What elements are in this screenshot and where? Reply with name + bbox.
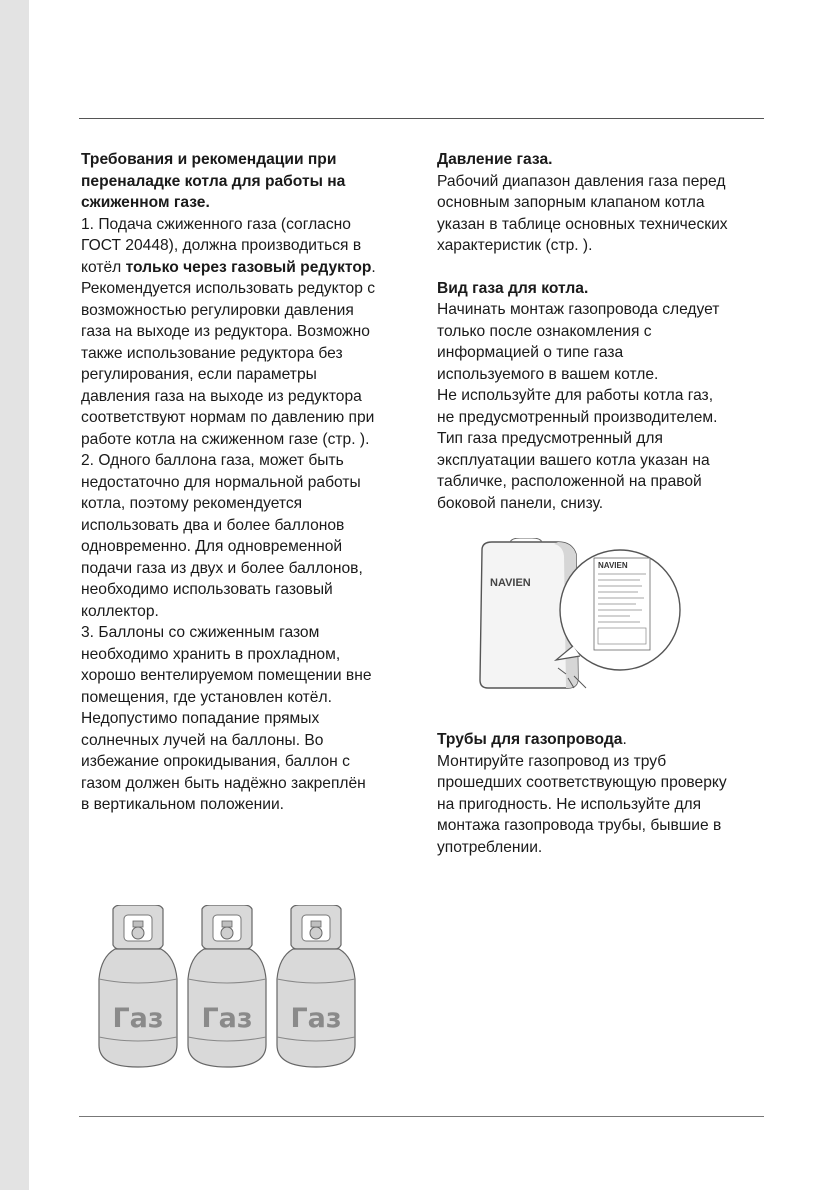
gas-cylinder [273,905,359,1070]
cylinder-label: Газ [201,1003,253,1034]
gas-cylinder [184,905,270,1070]
pipes-section [437,729,729,858]
gas-type-text-3: Тип газа предусмотренный для эксплуатации вашего котла указан на табличке, расположенной на правой боковой панели, снизу. [437,430,710,512]
lpg-item-3: 3. Баллоны со сжиженным газом необходимо хранить в прохладном, хорошо вентелируемом помещении вне помещения, где установлен котёл. Недопустимо попадание прямых солнечных лучей на баллоны. Во избежание опрокидывания, баллон с газом должен быть надёжно закреплён в вертикальном положении. [81,624,372,813]
gas-type-heading: Вид газа для котла. [437,279,589,297]
cylinder-label: Газ [290,1003,342,1034]
lpg-item-1-emphasis: только через газовый редуктор [125,258,372,276]
boiler-drawing [470,538,692,693]
bottom-divider [79,1116,764,1117]
lpg-item-1-text-b: . Рекомендуется использовать редуктор с возможностью регулировки давления газа на выходе из редуктора. Возможно также использование редуктора без регулирования, если параметры давления газа на выходе из редуктора соответствуют нормам по давлению при работе котла на сжиженном газе (стр. ). [81,258,376,448]
gas-type-text-1: Начинать монтаж газопровода следует только после ознакомления с информацией о типе газа используемого в вашем котле. [437,301,720,383]
gas-pressure-text: Рабочий диапазон давления газа перед основным запорным клапаном котла указан в таблице основных технических характеристик (стр. ). [437,172,728,254]
lpg-item-2: 2. Одного баллона газа, может быть недостаточно для нормальной работы котла, поэтому рекомендуется использовать два и более баллонов одновременно. Для одновременной подачи газа из двух и более баллонов, необходимо использовать газовый коллектор. [81,452,363,620]
gas-pressure-heading: Давление газа. [437,151,553,168]
boiler-illustration [470,538,692,693]
pipes-heading-line: Трубы для газопровода. [437,731,627,748]
plate-brand-label: NAVIEN [598,561,628,570]
top-divider [79,118,764,119]
lpg-requirements-heading: Требования и рекомендации при переналадке котла для работы на сжиженном газе. [81,151,346,211]
gas-cylinders-illustration [95,905,365,1075]
gas-type-text-2: Не используйте для работы котла газ, не предусмотренный производителем. [437,387,718,426]
pipes-text: Монтируйте газопровод из труб прошедших соответствующую проверку на пригодность. Не используйте для монтажа газопровода трубы, бывшие в употреблении. [437,752,727,856]
gas-cylinder [95,905,181,1070]
left-column [81,149,376,816]
lpg-item-1-text-a: 1. Подача сжиженного газа (согласно ГОСТ 20448), должна производиться в котёл [81,215,362,276]
boiler-brand-label: NAVIEN [490,577,531,589]
cylinder-label: Газ [112,1003,164,1034]
right-column [437,149,729,514]
lpg-item-1 [81,214,376,451]
page-margin-bar [0,0,29,1190]
pipes-heading: Трубы для газопровода [437,731,623,748]
